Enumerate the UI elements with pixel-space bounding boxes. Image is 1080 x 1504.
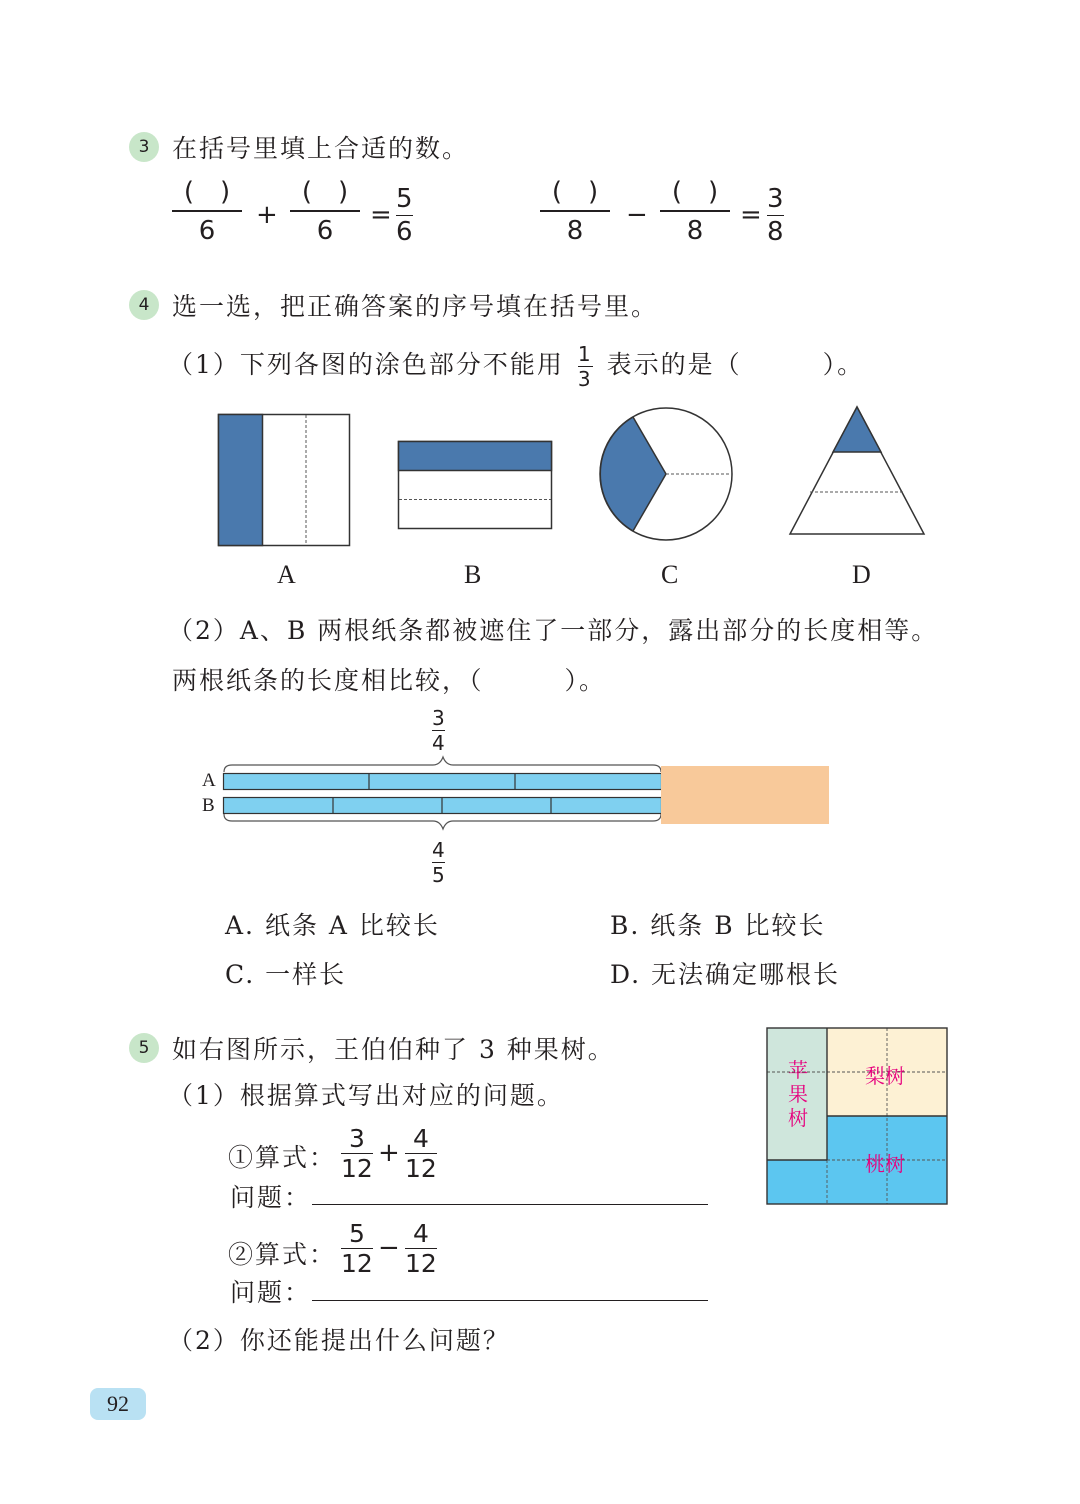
option-d[interactable]: D. 无法确定哪根长	[610, 960, 841, 989]
numerator: 4	[412, 1124, 429, 1153]
denominator: 4	[432, 731, 445, 755]
figure-label-b: B	[464, 560, 482, 589]
top-brace	[224, 757, 661, 772]
minus-sign: −	[626, 200, 648, 230]
formula-1-label: ①算式：	[228, 1143, 337, 1172]
question-label: 问题：	[230, 1183, 312, 1212]
plus-sign: +	[256, 200, 278, 230]
option-a[interactable]: A. 纸条 A 比较长	[225, 911, 440, 940]
figure-label-c: C	[661, 560, 679, 589]
bottom-brace	[224, 814, 661, 829]
question-number-badge: 3	[129, 132, 159, 162]
equals-sign: =	[370, 200, 392, 230]
denominator: 8	[566, 216, 584, 246]
numerator: 4	[432, 838, 445, 862]
denominator: 3	[577, 367, 593, 391]
denominator: 6	[316, 216, 334, 246]
numerator: 1	[577, 342, 593, 366]
numerator: 3	[432, 706, 445, 730]
numerator: 5	[348, 1219, 365, 1248]
option-b[interactable]: B. 纸条 B 比较长	[610, 911, 826, 940]
denominator: 12	[341, 1249, 373, 1278]
sub-question-2-line-1: （2）A、B 两根纸条都被遮住了一部分，露出部分的长度相等。	[168, 616, 939, 645]
figure-c-circle	[600, 408, 732, 540]
figure-b-rectangle	[399, 442, 552, 529]
sub-question-2-line-2: 两根纸条的长度相比较，（ ）。	[172, 666, 607, 695]
one-third-fraction	[578, 344, 593, 389]
question-title: 在括号里填上合适的数。	[172, 134, 470, 163]
answer-blank[interactable]: ( )	[301, 177, 349, 207]
denominator: 8	[686, 216, 704, 246]
numerator: 3	[767, 184, 784, 214]
question-title: 选一选，把正确答案的序号填在括号里。	[172, 292, 659, 321]
fraction-four-fifths	[432, 840, 445, 885]
denominator: 5	[432, 863, 445, 887]
denominator: 6	[396, 217, 413, 247]
denominator: 8	[767, 217, 784, 247]
denominator: 12	[341, 1154, 373, 1183]
figure-a-rectangle	[219, 415, 350, 546]
result-fraction	[396, 186, 413, 245]
minus-sign: −	[378, 1233, 400, 1263]
strip-a-label: A	[202, 770, 216, 791]
sub-question-1: （1）根据算式写出对应的问题。	[168, 1081, 564, 1110]
peach-area-bottom	[767, 1160, 827, 1204]
strip-a	[224, 774, 662, 790]
answer-line[interactable]	[312, 1204, 708, 1205]
blank-fraction	[172, 178, 242, 244]
numerator: 5	[396, 184, 413, 214]
sub-question-1	[168, 344, 864, 389]
fraction-three-quarters	[432, 708, 445, 753]
figure-label-a: A	[277, 560, 296, 589]
answer-line[interactable]	[312, 1300, 708, 1301]
cover-block	[661, 766, 829, 824]
fraction	[341, 1221, 373, 1276]
sub-question-2: （2）你还能提出什么问题？	[168, 1326, 510, 1355]
answer-blank[interactable]: ( )	[671, 177, 719, 207]
question-label: 问题：	[230, 1278, 312, 1307]
figure-d-triangle	[790, 407, 924, 534]
strip-b-label: B	[202, 795, 215, 816]
peach-tree-label: 桃树	[865, 1152, 905, 1176]
answer-blank[interactable]: ( )	[183, 177, 231, 207]
page-number: 92	[90, 1388, 146, 1420]
denominator: 6	[198, 216, 216, 246]
blank-fraction	[290, 178, 360, 244]
equals-sign: =	[740, 200, 762, 230]
question-title: 如右图所示，王伯伯种了 3 种果树。	[172, 1035, 615, 1064]
fraction	[405, 1126, 437, 1181]
blank-fraction	[660, 178, 730, 244]
numerator: 3	[348, 1124, 365, 1153]
figure-label-d: D	[852, 560, 871, 589]
plus-sign: +	[378, 1138, 400, 1168]
numerator: 4	[412, 1219, 429, 1248]
pear-tree-label: 梨树	[865, 1064, 905, 1088]
question-number-badge: 4	[129, 290, 159, 320]
denominator: 12	[405, 1154, 437, 1183]
fraction	[341, 1126, 373, 1181]
sub-question-text: （1）下列各图的涂色部分不能用	[168, 350, 564, 379]
option-c[interactable]: C. 一样长	[225, 960, 347, 989]
denominator: 12	[405, 1249, 437, 1278]
apple-tree-label: 苹 果 树	[788, 1058, 808, 1130]
paper-strips-diagram	[218, 752, 838, 836]
formula-2-label: ②算式：	[228, 1240, 337, 1269]
question-number-badge: 5	[129, 1033, 159, 1063]
shape-figures	[200, 398, 960, 548]
blank-fraction	[540, 178, 610, 244]
answer-blank[interactable]: ( )	[551, 177, 599, 207]
fraction	[405, 1221, 437, 1276]
sub-question-text: 表示的是（ ）。	[606, 350, 865, 379]
result-fraction	[767, 186, 784, 245]
